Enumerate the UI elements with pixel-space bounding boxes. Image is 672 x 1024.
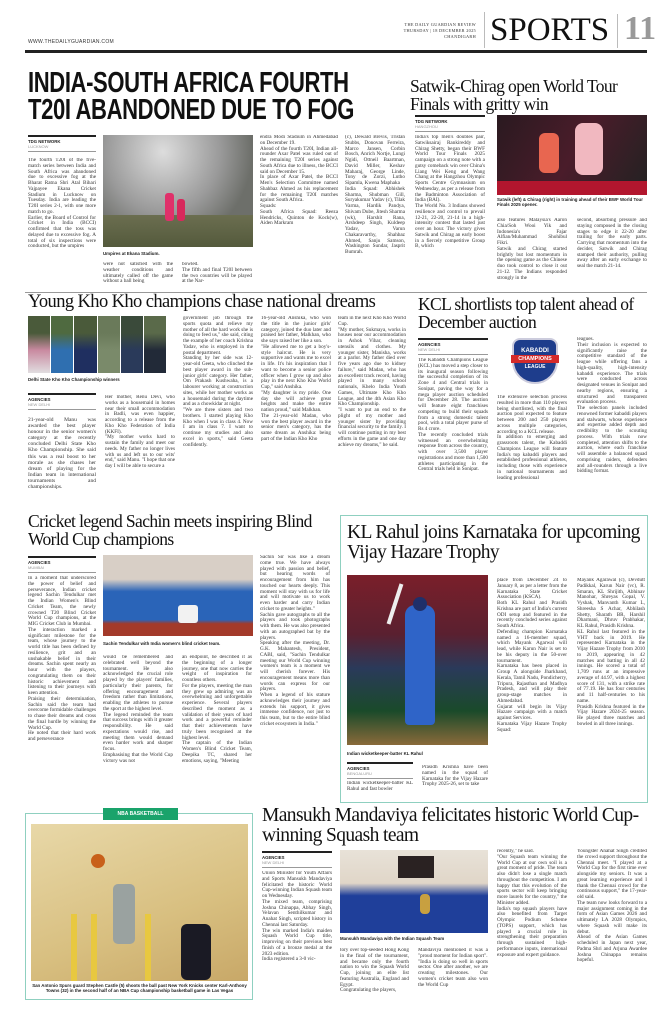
rahul-col-3: place from December 24 to January 8, as per a letter from the Karnataka State Cricket Association (KSCA). Both KL Rahul and Prasidh Krishna are part of India's current ODI setup and featured in the recently concluded series against South Africa. Defending champion Karnataka named a 16-member squad, which Mayank Agarwal will lead, while Karun Nair is set to be his deputy in the 50-over tournament. Karnataka has been placed in Group A alongside Jharkhand, Kerala, Tamil Nadu, Pondicherry, Tripura, Rajasthan and Madhya Pradesh, and will play their group-stage matches in Ahmedabad. Gujarat will begin its Vijay Hazare campaign with a match against Services. Karnataka Vijay Hazare Trophy Squad:: [497, 578, 567, 733]
kho-col-1: 21-year-old Manu was awarded the best player honour in the senior women's category at the recently concluded Delhi State Kho Kho Championship. She said this was a real boost to her morale as she chases her dream of playing for the Indian team in international tournaments and championships.: [28, 417, 96, 491]
header-rule: [25, 50, 647, 53]
squash-col-3: Mandaviya mentioned it was a "proud moment for Indian sport". "India is doing so well in sports sector. One after another, we are creating milestones. Our women's cricket team also won the World Cup: [418, 948, 488, 988]
lead-byline: [28, 135, 96, 152]
header-divider: [617, 14, 618, 48]
logo-text: KABADDI: [521, 348, 549, 354]
squash-col-5: Youngster Anahat Singh credited the crowd support throughout the Chennai meet. "I played at a World Cup for the first time ever alongside my seniors. It was a great learning experience and I thank the Chennai crowd for the continuous support," the 17-year-old said. The team now looks forward to a major assignment coming in the form of Asian Games 2026 and ultimately LA 2028 Olympics, where Squash will make its debut. Ahead of the Asian Games scheduled in Japan next year, Padma Shri and Arjuna Awardee Joshna Chinappa remains hopeful.: [577, 849, 647, 964]
dateline: BENGALURU: [347, 771, 372, 776]
agency: AGENCIES: [28, 560, 51, 565]
issue-date: THURSDAY | 18 DECEMBER 2025: [403, 28, 476, 33]
sachin-photo: [103, 555, 253, 636]
kho-photo-caption: Delhi State Kho Kho Championship winners: [28, 377, 120, 382]
nba-photo: [31, 824, 248, 981]
satwik-col-2: also features Malaysia's Aaron Chia/Soh Wooi Yik and Indonesia's Fajar Alfian/Muhammad Shohibul Fikri. Satwik and Chirag started brightly but lost momentum in the opening game as the Chinese duo took control to close it out 21-12. The Indians responded strongly in the: [497, 218, 567, 281]
section-title: SPORTS: [490, 12, 610, 48]
logo-text: LEAGUE: [524, 364, 546, 370]
kho-col-2: Her mother, Renu Devi, who works as a housemaid in homes near their small accommodation in Badli, was even happier, according to a release from the Kho Kho Federation of India (KKFI). "My mother works hard to sustain the family and meet our needs. My father no longer lives with us and left us to our wits' end," said Manu. "I hope that one day I will be able to secure a: [105, 395, 175, 469]
squash-col-4: recently," he said. "Our Squash team winning the World Cup at our own soil is a great moment of pride. The team also didn't lose a single match throughout the competition. I am happy that this evolution of the sports sector will keep bringing more laurels for the country," the Minister added. India's top squash players have also benefited from Target Olympic Podium Scheme (TOPS) support, which has played a crucial role in strengthening their preparation through sustained high-performance inputs, international exposure and expert guidance.: [497, 849, 567, 958]
rahul-col-1: Indian wicketkeeper-batter KL Rahul and fast bowler: [347, 781, 413, 792]
kcl-col-1: The Kabaddi Champions League (KCL) has moved a step closer to its inaugural season following the successful completion of its Zone 4 and Central trials in Sonipat, paving the way for a mega player auction scheduled for December 28. The auction will feature eight franchises competing to build their squads from a strong domestic talent pool, with a total player purse of Rs 4 crore. The recently concluded trials witnessed an overwhelming response from across the country, with over 3,500 player registrations and more than 1,500 athletes participating in the Central trials held in Sonipat.: [418, 358, 488, 473]
header-divider: [484, 12, 485, 48]
kho-headline: Young Kho Kho champions chase national dreams: [28, 292, 376, 312]
kho-col-4: 16-year-old Anshika, who won the title in the junior girls' category, joined the duo later and praised her father, Malkhan, who she says raised her like a son. "He allowed me to get a boy's-style haircut. He is very supportive and wants me to excel in life. It's his inspiration that I want to become a senior police officer when I grow up and also play in the next Kho Kho World Cup," said Anshika. "My daughter is my pride. One day she will achieve great heights and make the entire nation proud," said Malkhan. The 21-year-old Madan, who won the best player award in the senior men's category, has the same dream as Anshika: being part of the Indian Kho Kho: [261, 316, 331, 442]
squash-col-2: tory over top-seeded Hong Kong in the final of the tournament, and became only the fourth nation to win the Squash World Cup, joining an elite list featuring Australia, England and Egypt. Congratulating the players,: [340, 948, 409, 994]
lead-photo: [103, 135, 253, 247]
kcl-col-3: leagues. Their inclusion is expected to significantly raise the competitive standard of the league while offering fans a high-quality, high-intensity kabaddi experience. The trials were conducted across designated venues in Sonipat and nearby regions, ensuring a structured and transparent evaluation process. The selection panels included renowned former kabaddi players and stalwarts, whose experience and expertise added depth and credibility to the scouting process. With trials now completed, attention shifts to the auction, where each franchise will assemble a balanced squad comprising raiders, defenders and all-rounders through a live bidding format.: [577, 337, 647, 475]
edition-city: CHANDIGARH: [444, 34, 476, 39]
lead-col-5: (c), Dewald Brevis, Tristan Stubbs, Donovan Ferreira, Marco Jansen, Corbin Bosch, Anrich Nortje, Lungi Ngidi, Ottneil Baartman, David Miller, Keshav Maharaj, George Linde, Tony de Zorzi, Lutho Sipamla, Kwena Maphaka India Squad: Abhishek Sharma, Shubman Gill, Suryakumar Yadav (c), Tilak Varma, Hardik Pandya, Shivam Dube, Jitesh Sharma (wk), Harshit Rana, Arshdeep Singh, Kuldeep Yadav, Varun Chakaravarthy, Shahbaz Ahmed, Sanju Samson, Washington Sundar, Jasprit Bumrah.: [345, 135, 405, 255]
sachin-headline: Cricket legend Sachin meets inspiring Blind World Cup champions: [28, 511, 312, 549]
agency: TDG NETWORK: [28, 139, 61, 144]
kho-photo: [28, 316, 166, 373]
squash-col-1: Union Minister for Youth Affairs and Sports Mansukh Mandaviya felicitated the historic World Cup-winning Indian Squash team on Wednesday. The mixed team, comprising Joshna Chinappa, Abhay Singh, Velavan Senthilkumar and Anahat Singh, scripted history in Chennai last Saturday. The win marked India's maiden Squash World Cup title, improving on their previous best finish of a bronze medal at the 2023 edition. India registered a 3-0 vic-: [262, 871, 332, 963]
rahul-byline: [347, 762, 413, 779]
kcl-col-2: The extensive selection process resulted in more than 110 players being shortlisted, with the final auction pool expected to feature between 200 and 250 players across multiple categories, according to a KCL release. In addition to emerging and grassroots talent, the Kabaddi Champions League will feature India's top kabaddi players and established professional athletes, including those with experience in national tournaments and leading professional: [497, 395, 567, 481]
rahul-photo-caption: Indian wicketkeeper-batter KL Rahul: [347, 751, 423, 756]
squash-photo: [340, 850, 488, 933]
satwik-col-3: second, absorbing pressure and staying composed in the closing stages to edge it 22-20 after trailing for the early parts. Carrying that momentum into the decider, Satwik and Chirag stamped their authority, pulling away after an early exchange to seal the match 21-14.: [577, 218, 647, 269]
satwik-photo-caption: Satwik (left) & Chirag (right) in training ahead of their BWF World Tour Finals 2025 opener.: [497, 197, 643, 207]
agency: AGENCIES: [347, 766, 370, 771]
rahul-headline: KL Rahul joins Karnataka for upcoming Vijay Hazare Trophy: [347, 522, 640, 563]
squash-headline: Mansukh Mandaviya felicitates historic World Cup-winning Squash team: [262, 805, 639, 846]
kcl-logo: [512, 338, 558, 384]
dateline: NEW DELHI: [28, 402, 51, 407]
kho-byline: [28, 393, 96, 410]
lead-col-1: The fourth T20I of the five-match series between India and South Africa was abandoned due to excessive fog at the Bharat Ratna Shri Atal Bihari Vajpayee Ekana Cricket Stadium in Lucknow on Tuesday. India are leading the T20I series 2-1, with one more match to go. Earlier, the Board of Control for Cricket in India (BCCI) confirmed that the toss was delayed due to excessive fog. A total of six inspections were conducted, but the umpires: [28, 158, 96, 250]
logo-text: CHAMPIONS: [511, 355, 559, 363]
rahul-col-2: Prasidh Krishna have been named in the squad of Karnataka for the Vijay Hazare Trophy 2025-26, set to take: [422, 765, 488, 788]
lead-photo-caption: Umpires at Ekana Stadium.: [103, 251, 160, 256]
satwik-photo: [497, 115, 647, 195]
squash-photo-caption: Mansukh Mandaviya with the Indian Squash Team: [340, 936, 445, 941]
satwik-col-1: India's top men's doubles pair, Satwiksairaj Rankireddy and Chirag Shetty, began their BWF World Tour Finals 2025 campaign on a strong note with a gutsy comeback win over China's Liang Wei Keng and Wang Chang at the Hangzhou Olympic Sports Centre Gymnasium on Wednesday, as per a release from the Badminton Association of India (BAI). The World No. 3 Indians showed resilience and control to prevail 12-21, 22-20, 21-14 in a high-intensity contest that lasted just over an hour. The victory gives Satwik and Chirag an early boost in a fiercely competitive Group B, which: [415, 135, 485, 250]
squash-byline: [262, 851, 332, 868]
agency: TDG NETWORK: [415, 119, 448, 124]
kcl-headline: KCL shortlists top talent ahead of December auction: [418, 294, 634, 332]
sachin-byline: [28, 556, 96, 573]
dateline: HANGZHOU: [415, 124, 438, 129]
kho-col-5: team in the next Kho Kho World Cup. "My mother, Sukmaya, works in houses near our accommodation in Ashok Vihar, cleaning utensils and clothes. My younger sister, Manisha, works at a parlor. My father died over five years ago due to kidney failure," said Madan, who has an excellent track record, having played in many school nationals, Khelo India Youth Games, Ultimate Kho Kho League, and the 4th Asian Kho Kho Championship. "I want to put an end to the plight of my mother and younger sister by providing financial security to the family. I will continue putting in my best efforts in the game and one day achieve my dreams," he said.: [338, 316, 406, 448]
sachin-photo-caption: Sachin Tendulkar with India women's blind cricket team.: [103, 641, 221, 646]
rahul-photo: [347, 575, 488, 745]
dateline: MUMBAI: [28, 565, 44, 570]
paper-name: THE DAILY GUARDIAN REVIEW: [404, 22, 476, 27]
kho-col-3: government job through the sports quota and relieve my mother of all the hard work she is doing to feed us," she said, citing the example of her coach Krishna Yadav, who is employed in the postal department. Standing by her side was 12-year-old Geeta, who clinched the best player award in the sub-junior girls' category. Her father, Om Prakash Kushwaha, is a labourer working at construction sites, while her mother works as a housemaid during the daytime and as a chowkidar at night. "We are three sisters and two brothers. I started playing Kho Kho when I was in class 4. Now I am in class 7. I want to continue my studies and also excel in sports," said Geeta confidently.: [183, 316, 253, 448]
lead-col-3: bowled. The fifth and final T20I between the two countries will be played at the Nar-: [182, 262, 252, 285]
lead-col-4: endra Modi Stadium in Ahmedabad on December 19. Ahead of the fourth T20I, Indian all-rounder Axar Patel was ruled out of the remaining T20I series against South Africa due to illness, the BCCI said on December 15. In place of Axar Patel, the BCCI Men's Selection Committee named Shahbaz Ahmed as his replacement for the remaining T20I matches against South Africa. Squads: South Africa Squad: Reeza Hendricks, Quinton de Kock(w), Aiden Markram: [260, 135, 338, 227]
lead-col-2: were not satisfied with the weather conditions and ultimately called off the game without a ball being: [103, 262, 173, 285]
sachin-col-3: an endpoint, he described it as the beginning of a longer journey, one that now carries the weight of inspiration for countless others. For the players, meeting the man they grew up admiring was an overwhelming and unforgettable experience. Several players described the moment as a validation of their years of hard work and a powerful reminder that their achievements have truly been recognised at the highest level. The captain of the Indian Women's Blind Cricket Team, Deepika TC, shared her emotions, saying, "Meeting: [182, 655, 252, 764]
agency: AGENCIES: [28, 397, 51, 402]
agency: AGENCIES: [262, 855, 285, 860]
dateline: NEW DELHI: [418, 347, 441, 352]
nba-label: NBA BASKETBALL: [103, 808, 178, 820]
satwik-byline: [415, 115, 485, 132]
rahul-col-4: Mayank Agarawal (c), Devdutt Padikkal, Karun Nair (vc), R. Smaran, KL Shrijith, Abhinav Manohar, Shreyas Gopal, V. Vyshak, Manvanth Kumar L, Shreesha S Achar, Abhilash Shetty, Sharath BR, Harshil Dharmani, Dhruv Prabhakar, KL Rahul, Prasidh Krishna. KL Rahul last featured in the VHT back in 2019. He represented Karnataka in the Vijay Hazare Trophy from 2010 to 2019, appearing in 42 matches and batting in all 42 innings. He scored a total of 1,709 runs at an impressive average of 44.97, with a highest score of 131, with a strike rate of 77.19. He has four centuries and 11 half-centuries to his name. Prasidh Krishna featured in the Vijay Hazare 2024-25 season. He played three matches and bowled in all three innings.: [577, 578, 645, 727]
page-number: 11: [624, 10, 657, 47]
sachin-col-4: Sachin Sir was like a dream come true. We have always played with passion and belief, but hearing words of encouragement from him has touched our hearts deeply. This moment will stay with us for life and will motivate us to work even harder and carry Indian cricket to greater heights." Sachin gave autographs to all the players and took photographs with them. He was also presented with an autographed bat by the players. Speaking after the meeting, Dr. G.K. Mahantesh, President, CABI, said, "Sachin Tendulkar meeting our World Cup winning women's team is a moment we will cherish forever. His encouragement means more than words can express for our players. When a legend of his stature acknowledges their journey and extends his support, it gives immense confidence, not just to this team, but to the entire blind cricket ecosystem in India.": [260, 555, 330, 727]
dateline: NEW DELHI: [262, 860, 285, 865]
sachin-col-1: In a moment that underscored the power of belief and perseverance, Indian cricket legend Sachin Tendulkar met the Indian Women's Blind Cricket Team, the newly crowned T20 Blind Cricket World Cup champions, at the MIG Cricket Club in Mumbai. The interaction marked a significant milestone for the team, whose journey to the world title has been defined by resilience, grit and an unshakable belief in their dreams. Sachin spent nearly an hour with the players, congratulating them on their historic achievement and listening to their journeys with keen attention. Praising their determination, Sachin said the team had overcome formidable challenges to chase their dreams and cross the final hurdle by winning the World Cup. He noted that their hard work and perseverance: [28, 576, 96, 742]
sachin-col-2: would be remembered and celebrated well beyond the tournament. He also acknowledged the crucial role played by the players' families, particularly their parents, for offering encouragement and freedom rather than limitations, enabling the athletes to pursue the sport at the highest level. The legend reminded the team that success brings with it greater responsibility. He said expectations would rise, and meeting them would demand even harder work and sharper focus. Emphasising that the World Cup victory was not: [103, 655, 173, 764]
site-url[interactable]: WWW.THEDAILYGUARDIAN.COM: [28, 39, 114, 45]
nba-photo-caption: San Antonio Spurs guard Stephen Castle (5) shoots the ball past New York Knicks center Karl-Anthony Towns (32) in the second half of an NBA Cup championship basketball game in Las Vegas: [32, 983, 247, 993]
agency: AGENCIES: [418, 342, 441, 347]
dateline: LUCKNOW: [28, 144, 49, 149]
masthead-info: [360, 22, 476, 40]
satwik-headline: Satwik-Chirag open World Tour Finals with gritty win: [410, 76, 618, 114]
lead-headline: INDIA-SOUTH AFRICA FOURTH T20I ABANDONED DUE TO FOG: [28, 67, 355, 126]
kcl-byline: [418, 338, 488, 355]
